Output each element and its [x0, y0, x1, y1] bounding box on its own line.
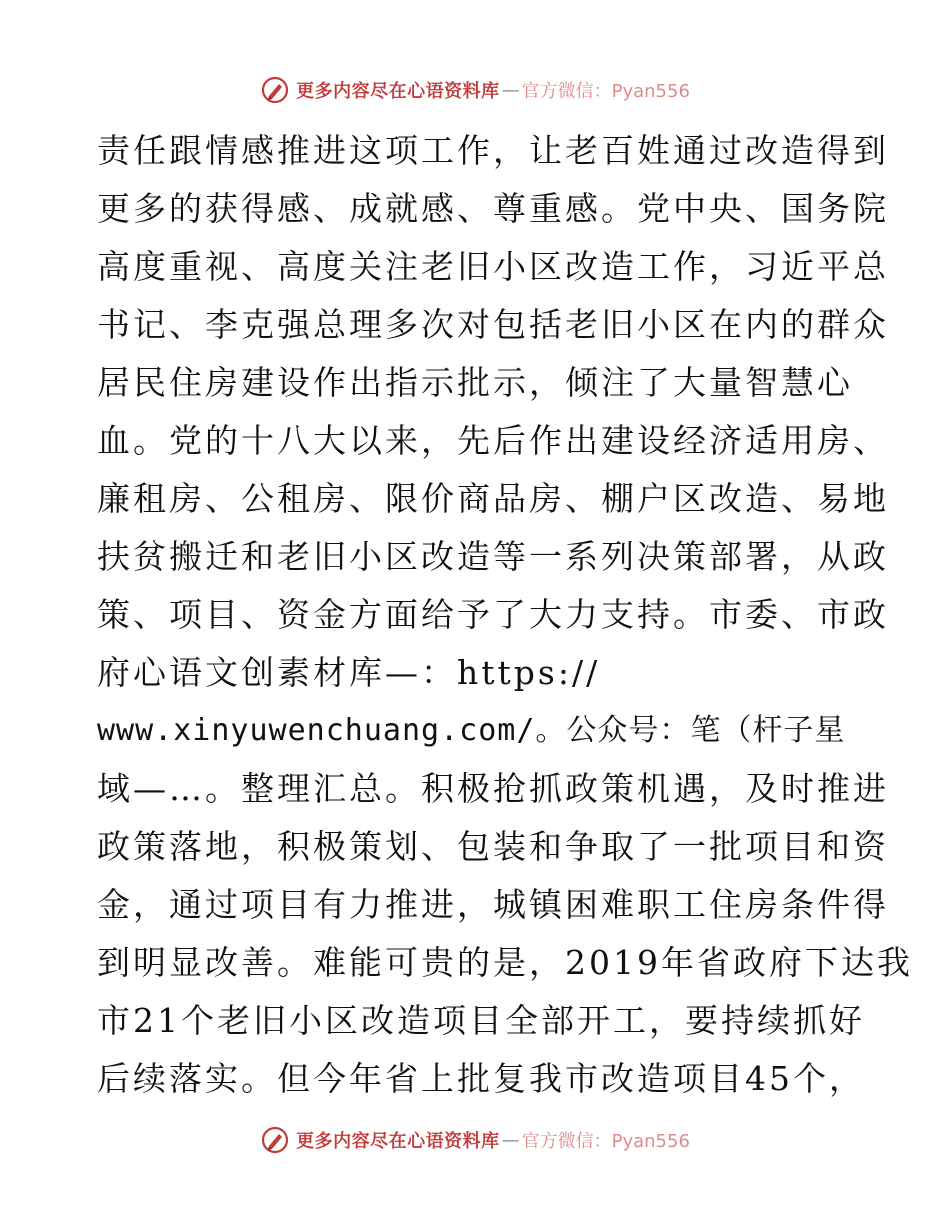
text-line: 市21个老旧小区改造项目全部开工，要持续抓好 — [97, 1001, 865, 1040]
banner-main-text: 更多内容尽在心语资料库 — [296, 81, 500, 102]
document-body — [97, 122, 913, 1108]
text-line: 高度重视、高度关注老旧小区改造工作，习近平总 — [97, 247, 889, 286]
text-line: 金，通过项目有力推进，城镇困难职工住房条件得 — [97, 885, 889, 924]
text-line: 扶贫搬迁和老旧小区改造等一系列决策部署，从政 — [97, 537, 889, 576]
banner-wechat-text: 官方微信：Pyan556 — [521, 1131, 690, 1152]
text-line: 策、项目、资金方面给予了大力支持。市委、市政 — [97, 595, 889, 634]
text-line: 书记、李克强总理多次对包括老旧小区在内的群众 — [97, 305, 889, 344]
banner-wechat-text: 官方微信：Pyan556 — [521, 81, 690, 102]
banner-separator: — — [501, 1129, 520, 1151]
footer-watermark-banner — [0, 1120, 950, 1160]
text-line: 到明显改善。难能可贵的是，2019年省政府下达我 — [97, 943, 913, 982]
text-line: 域—…。整理汇总。积极抢抓政策机遇，及时推进 — [97, 769, 889, 808]
text-line: 血。党的十八大以来，先后作出建设经济适用房、 — [97, 421, 889, 460]
text-line: 居民住房建设作出指示批示，倾注了大量智慧心 — [97, 363, 853, 402]
red-pen-logo-icon — [260, 75, 290, 105]
text-line: 政策落地，积极策划、包装和争取了一批项目和资 — [97, 827, 889, 866]
banner-separator: — — [501, 79, 520, 101]
header-watermark-banner — [0, 70, 950, 110]
text-line: 廉租房、公租房、限价商品房、棚户区改造、易地 — [97, 479, 889, 518]
text-line: 责任跟情感推进这项工作，让老百姓通过改造得到 — [97, 131, 889, 170]
text-line: 府心语文创素材库—：https:// — [97, 653, 601, 692]
text-line-url: www.xinyuwenchuang.com/。公众号：笔（杆子星 — [97, 713, 846, 748]
text-line: 后续落实。但今年省上批复我市改造项目45个， — [97, 1059, 865, 1098]
banner-main-text: 更多内容尽在心语资料库 — [296, 1131, 500, 1152]
red-pen-logo-icon — [260, 1125, 290, 1155]
text-line: 更多的获得感、成就感、尊重感。党中央、国务院 — [97, 189, 889, 228]
